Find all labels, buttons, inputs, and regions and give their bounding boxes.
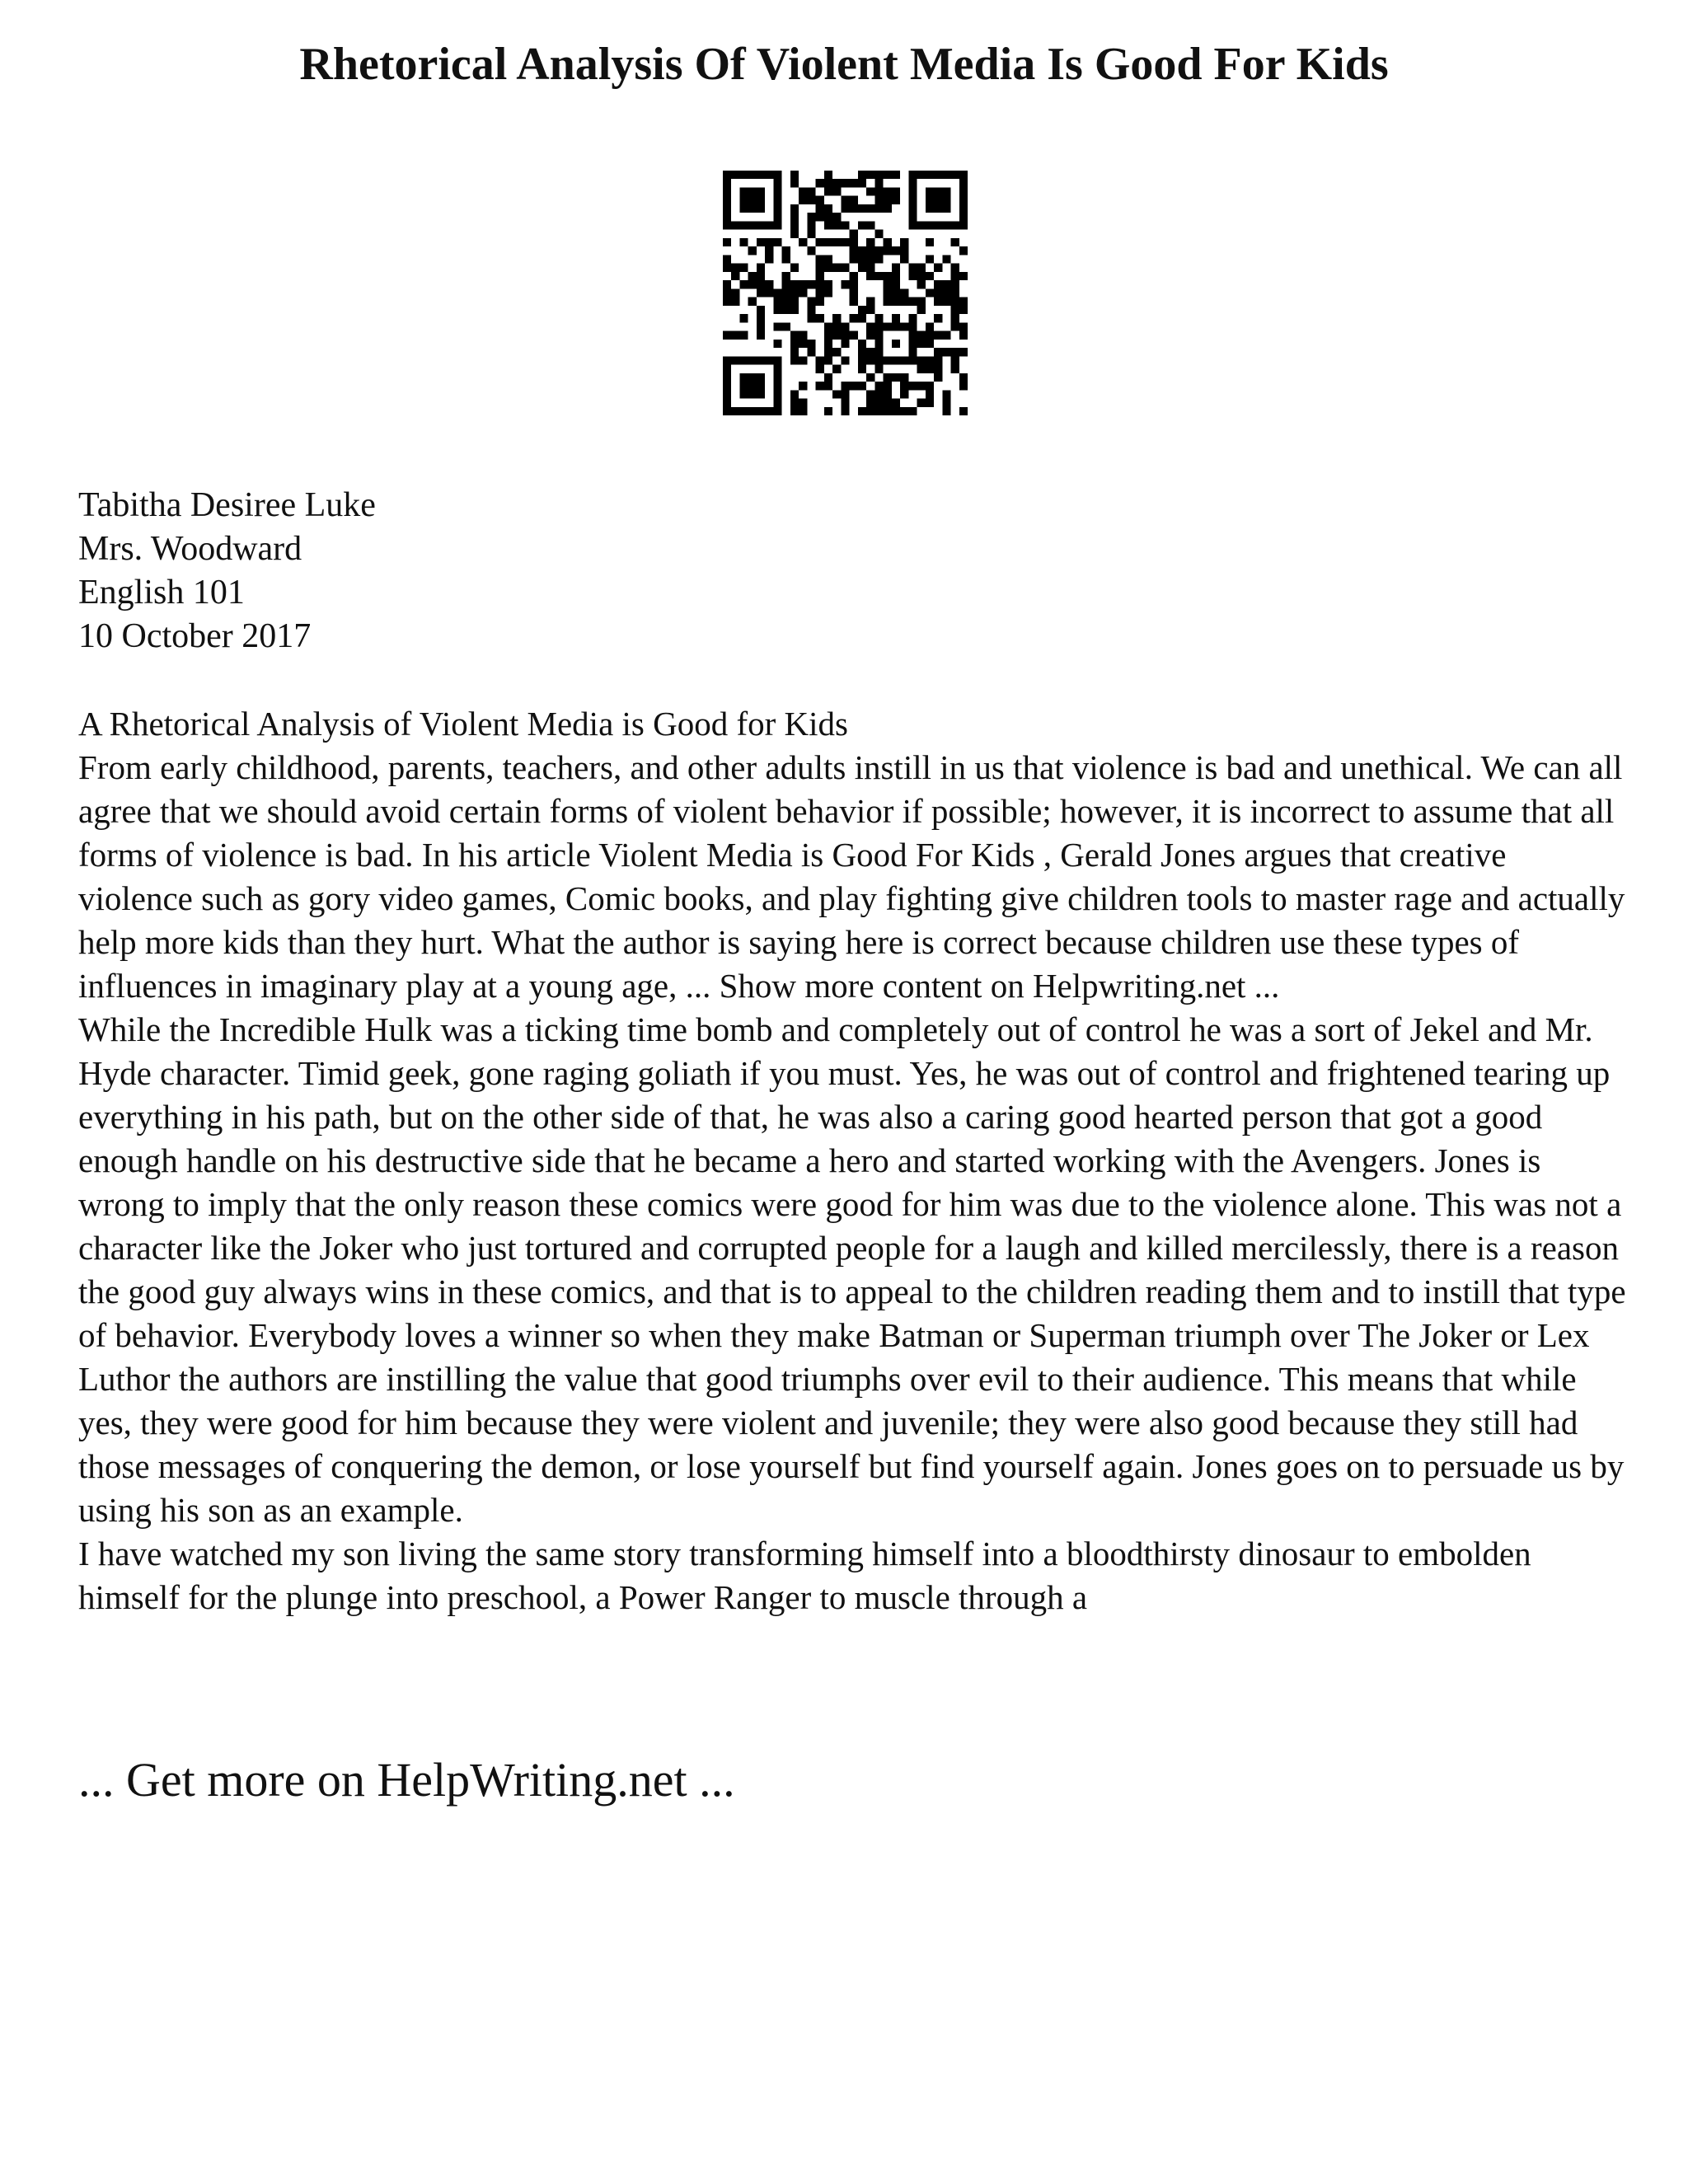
author-name: Tabitha Desiree Luke [78, 486, 376, 524]
paragraph: While the Incredible Hulk was a ticking time bomb and completely out of control he was a sort of Jekel and Mr. Hyde character. Timid geek, gone raging goliath if you must. Yes, he was out of control and frightened tearing up everything in his path, but on the other side of that, he was also a caring good hearted person that got a good enough handle on his destructive side that he became a hero and started working with the Avengers. Jones is wrong to imply that the only reason these comics were good for him was due to the violence alone. This was not a character like the Joker who just tortured and corrupted people for a laugh and killed mercilessly, there is a reason the good guy always wins in these comics, and that is to appeal to the children reading them and to instill that type of behavior. Everybody loves a winner so when they make Batman or Superman triumph over The Joker or Lex Luthor the authors are instilling the value that good triumphs over evil to their audience. This means that while yes, they were good for him because they were violent and juvenile; they were also good because they still had those messages of conquering the demon, or lose yourself but find yourself again. Jones goes on to persuade us by using his son as an example. [78, 1010, 1626, 1529]
essay-date: 10 October 2017 [78, 617, 312, 655]
get-more-link[interactable]: ... Get more on HelpWriting.net ... [78, 1753, 735, 1807]
essay-subtitle: A Rhetorical Analysis of Violent Media is Good for Kids [78, 705, 848, 743]
paragraph: I have watched my son living the same story transforming himself into a bloodthirsty dinosaur to embolden himself for the plunge into preschool, a Power Ranger to muscle through a [78, 1535, 1531, 1616]
course-name: English 101 [78, 574, 245, 612]
essay-body [78, 702, 1628, 1619]
instructor-name: Mrs. Woodward [78, 530, 302, 568]
essay-header [78, 484, 376, 658]
paragraph: From early childhood, parents, teachers, and other adults instill in us that violence is bad and unethical. We can all agree that we should avoid certain forms of violent behavior if possible; however, it is incorrect to assume that all forms of violence is bad. In his article Violent Media is Good For Kids , Gerald Jones argues that creative violence such as gory video games, Comic books, and play fighting give children tools to master rage and actually help more kids than they hurt. What the author is saying here is correct because children use these types of influences in imaginary play at a young age, ... Show more content on Helpwriting.net ... [78, 748, 1625, 1005]
document-title: Rhetorical Analysis Of Violent Media Is Good For Kids [299, 39, 1389, 90]
qr-code-icon[interactable] [723, 171, 968, 415]
